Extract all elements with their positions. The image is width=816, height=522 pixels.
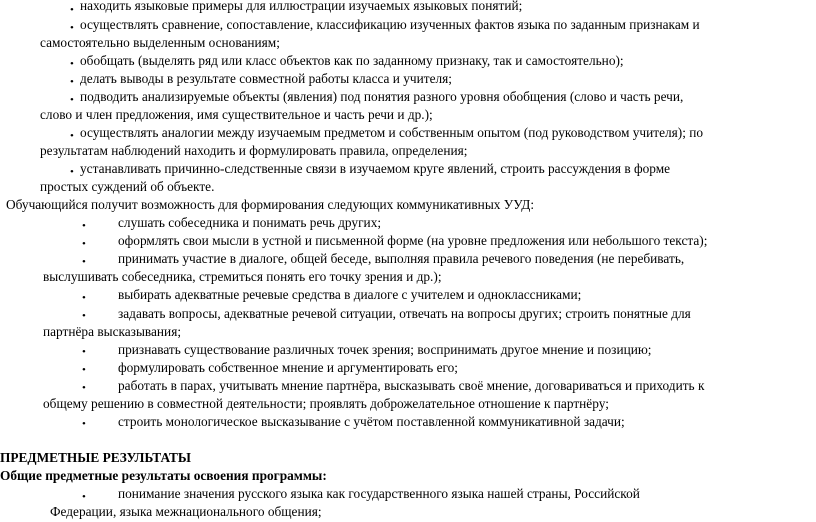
bullet-icon: • [82, 490, 86, 503]
communicative-intro: Обучающийся получит возможность для формирования следующих коммуникативных УУД: [6, 197, 535, 213]
list-item-text: принимать участие в диалоге, общей беседе, выполняя правила речевого поведения (не перебивать, [118, 251, 685, 267]
list-item-text: общему решению в совместной деятельности; проявлять доброжелательное отношение к партнёру; [43, 395, 609, 411]
list-item-text: задавать вопросы, адекватные речевой ситуации, отвечать на вопросы других; строить понятные для [118, 305, 691, 321]
list-item-text: выбирать адекватные речевые средства в диалоге с учителем и одноклассниками; [118, 287, 582, 303]
list-item-text: простых суждений об объекте. [40, 179, 215, 195]
list-item-text: результатам наблюдений находить и формулировать правила, определения; [40, 142, 468, 158]
list-item-text: партнёра высказывания; [43, 323, 182, 339]
bullet-icon: • [70, 3, 74, 16]
bullet-icon: • [82, 219, 86, 232]
list-item-text: осуществлять аналогии между изучаемым предметом и собственным опытом (под руководством учителя); по [80, 124, 704, 140]
subject-results-subheading: Общие предметные результаты освоения программы: [0, 468, 327, 483]
bullet-icon: • [82, 346, 86, 359]
list-item-text: осуществлять сравнение, сопоставление, классификацию изученных фактов языка по заданным признакам и [80, 16, 700, 32]
bullet-icon: • [70, 57, 74, 70]
bullet-icon: • [70, 76, 74, 89]
list-item-text: устанавливать причинно-следственные связи в изучаемом круге явлений, строить рассуждения в форме [80, 161, 671, 177]
bullet-icon: • [82, 255, 86, 268]
bullet-icon: • [82, 418, 86, 431]
bullet-icon: • [82, 237, 86, 250]
bullet-icon: • [82, 382, 86, 395]
bullet-icon: • [82, 309, 86, 322]
list-item-text: обобщать (выделять ряд или класс объектов как по заданному признаку, так и самостоятельно); [80, 52, 624, 68]
bullet-icon: • [70, 21, 74, 34]
list-item-text: находить языковые примеры для иллюстрации изучаемых языковых понятий; [80, 0, 523, 13]
list-item-text: признавать существование различных точек зрения; воспринимать другое мнение и позицию; [118, 341, 652, 357]
list-item-text: работать в парах, учитывать мнение партнёра, высказывать своё мнение, договариваться и приходить к [118, 377, 705, 393]
bullet-icon: • [70, 130, 74, 143]
list-item-text: строить монологическое высказывание с учётом поставленной коммуникативной задачи; [118, 413, 625, 429]
list-item-text: самостоятельно выделенным основаниям; [40, 34, 280, 50]
bullet-icon: • [70, 94, 74, 107]
list-item-text: слово и член предложения, имя существительное и часть речи и др.); [40, 106, 433, 122]
bullet-icon: • [70, 166, 74, 179]
list-item-text: Федерации, языка межнационального общения; [50, 504, 322, 520]
list-item-text: делать выводы в результате совместной работы класса и учителя; [80, 70, 452, 86]
subject-results-heading: ПРЕДМЕТНЫЕ РЕЗУЛЬТАТЫ [0, 449, 191, 465]
list-item-text: подводить анализируемые объекты (явления) под понятия разного уровня обобщения (слово и часть речи, [80, 88, 684, 104]
bullet-icon: • [82, 364, 86, 377]
list-item-text: понимание значения русского языка как государственного языка нашей страны, Российской [118, 486, 640, 502]
bullet-icon: • [82, 291, 86, 304]
list-item-text: формулировать собственное мнение и аргументировать его; [118, 359, 458, 375]
list-item-text: выслушивать собеседника, стремиться понять его точку зрения и др.); [43, 269, 442, 285]
list-item-text: слушать собеседника и понимать речь других; [118, 215, 382, 231]
list-item-text: оформлять свои мысли в устной и письменной форме (на уровне предложения или небольшого текста); [118, 233, 708, 249]
